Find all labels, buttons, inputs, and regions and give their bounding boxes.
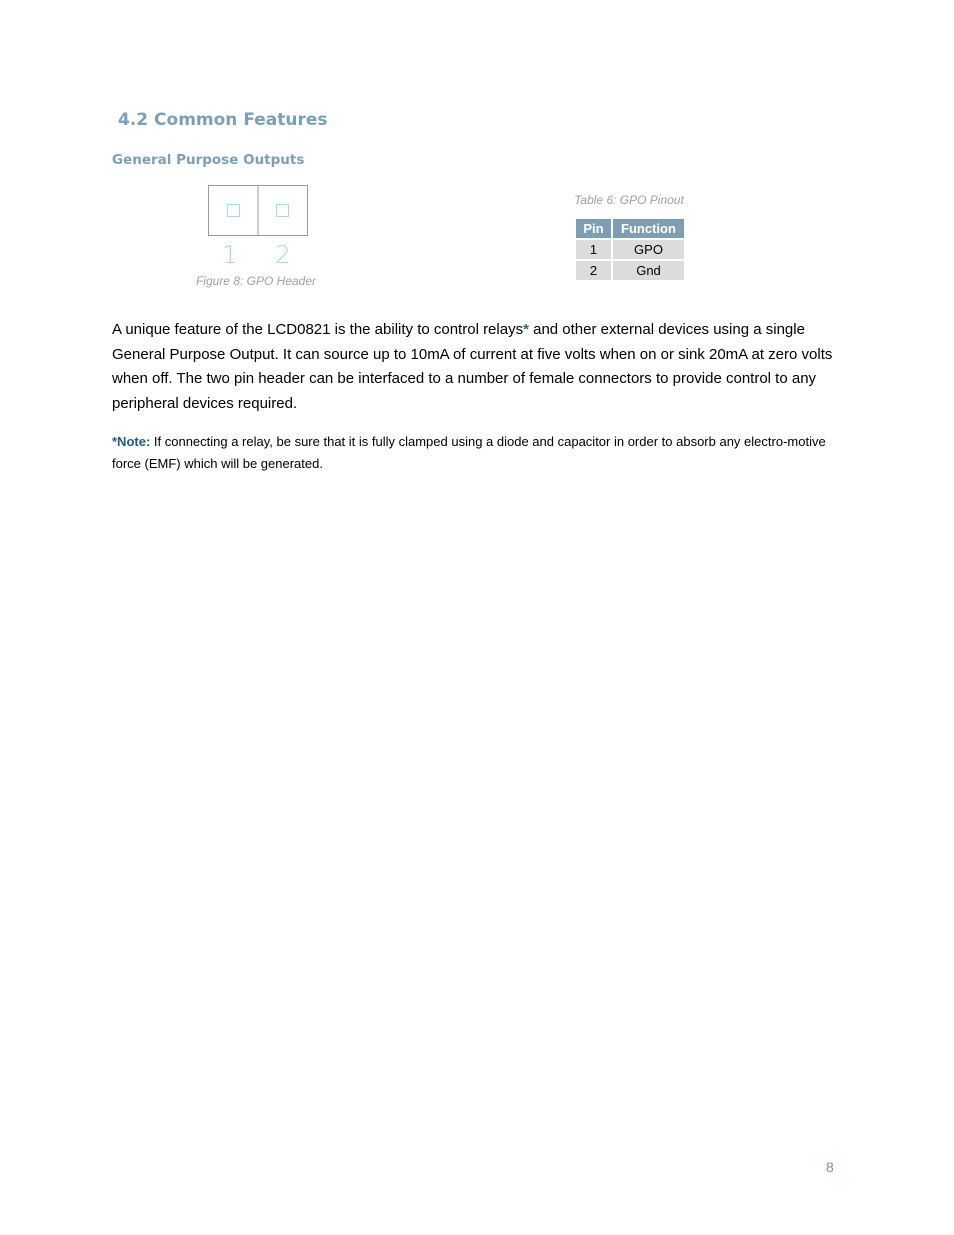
body-text-start: A unique feature of the LCD0821 is the ability to control relays	[112, 321, 524, 338]
pin-1-label: 1	[222, 240, 238, 269]
table-header-pin: Pin	[576, 219, 611, 238]
note-label: *Note:	[112, 434, 151, 449]
pin-1-pad	[228, 205, 240, 217]
table-header-row	[576, 219, 684, 238]
table-cell-function: GPO	[613, 238, 684, 259]
gpo-pinout-table	[574, 219, 686, 280]
body-text-end: and other external devices using a single General Purpose Output. It can source up to 10mA of current at five volts when on or sink 20mA at zero volts when off. The two pin header can be interfaced to a number of female connectors to provide control to any peripheral devices required.	[112, 321, 833, 412]
table-row	[576, 238, 684, 259]
table-header-function: Function	[613, 219, 684, 238]
table-cell-function: Gnd	[613, 259, 684, 280]
pin-2-pad	[277, 205, 289, 217]
table-cell-pin: 1	[576, 238, 611, 259]
table-row	[576, 259, 684, 280]
page-number: 8	[826, 1159, 834, 1175]
pin-2-label: 2	[275, 240, 291, 269]
table-cell-pin: 2	[576, 259, 611, 280]
table-caption: Table 6: GPO Pinout	[574, 193, 684, 207]
section-heading: 4.2 Common Features	[118, 110, 328, 130]
footnote-asterisk: *	[523, 321, 529, 338]
figure-caption: Figure 8: GPO Header	[195, 274, 317, 288]
note-text: If connecting a relay, be sure that it is fully clamped using a diode and capacitor in order to absorb any electro-motive force (EMF) which will be generated.	[112, 434, 826, 471]
subsection-heading: General Purpose Outputs	[112, 152, 305, 168]
note-paragraph	[112, 431, 852, 475]
body-paragraph	[112, 318, 852, 416]
